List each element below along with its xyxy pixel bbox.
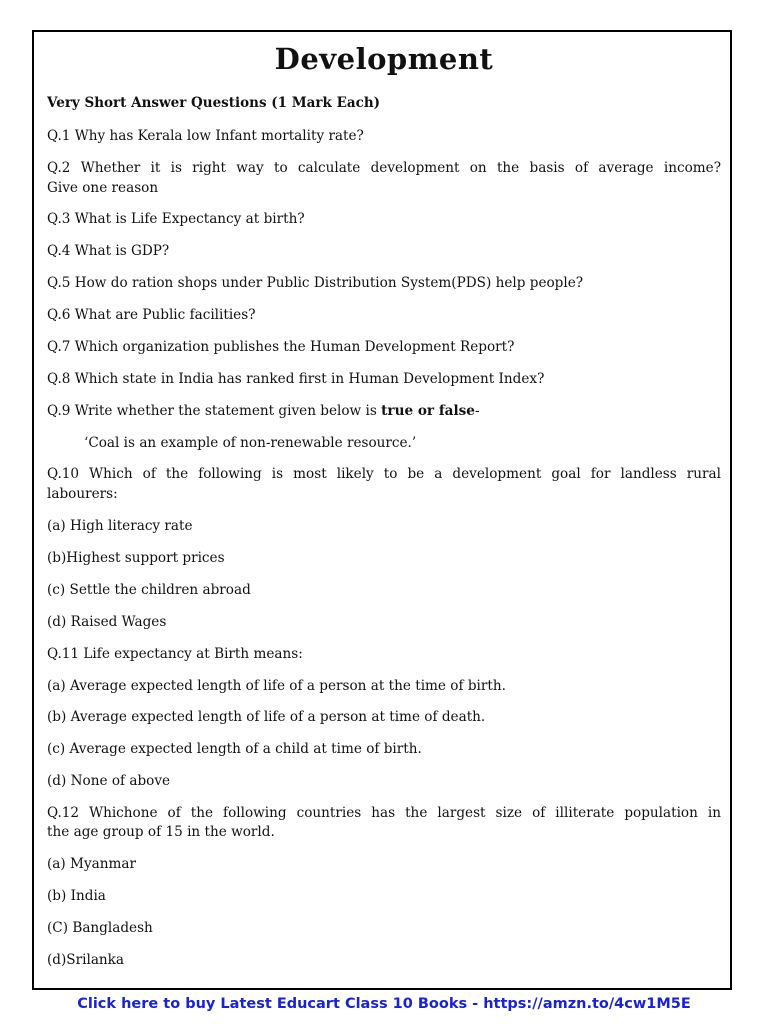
question-2-line-1: Q.2 Whether it is right way to calculate development on the basis of average income? bbox=[47, 160, 721, 176]
question-12-option-d: (d)Srilanka bbox=[47, 952, 125, 968]
section-heading: Very Short Answer Questions (1 Mark Each) bbox=[47, 95, 381, 111]
question-10-option-c: (c) Settle the children abroad bbox=[47, 582, 251, 598]
question-11-option-d: (d) None of above bbox=[47, 773, 171, 789]
question-9 bbox=[47, 401, 721, 421]
question-12-line-2: the age group of 15 in the world. bbox=[47, 824, 275, 840]
page-title: Development bbox=[274, 42, 494, 76]
question-2-line-2: Give one reason bbox=[47, 180, 159, 196]
question-12-option-c: (C) Bangladesh bbox=[47, 920, 153, 936]
question-10-line-2: labourers: bbox=[47, 486, 118, 502]
question-10-line-1: Q.10 Which of the following is most likely to be a development goal for landless rural bbox=[47, 466, 721, 482]
question-11: Q.11 Life expectancy at Birth means: bbox=[47, 646, 303, 662]
question-10-option-b: (b)Highest support prices bbox=[47, 550, 225, 566]
question-6: Q.6 What are Public facilities? bbox=[47, 307, 256, 323]
question-7: Q.7 Which organization publishes the Human Development Report? bbox=[47, 339, 515, 355]
question-9-emphasis: true or false bbox=[381, 403, 475, 419]
question-10-option-d: (d) Raised Wages bbox=[47, 614, 167, 630]
question-12-option-b: (b) India bbox=[47, 888, 106, 904]
question-12-line-1: Q.12 Whichone of the following countries has the largest size of illiterate population in bbox=[47, 805, 721, 821]
question-4: Q.4 What is GDP? bbox=[47, 243, 170, 259]
question-11-option-c: (c) Average expected length of a child at time of birth. bbox=[47, 741, 422, 757]
question-1: Q.1 Why has Kerala low Infant mortality rate? bbox=[47, 128, 364, 144]
question-9-dash: - bbox=[474, 403, 480, 419]
question-12-option-a: (a) Myanmar bbox=[47, 856, 136, 872]
question-11-option-a: (a) Average expected length of life of a person at the time of birth. bbox=[47, 678, 506, 694]
question-9-text: Q.9 Write whether the statement given below is bbox=[47, 403, 382, 419]
question-11-option-b: (b) Average expected length of life of a person at time of death. bbox=[47, 709, 486, 725]
question-5: Q.5 How do ration shops under Public Distribution System(PDS) help people? bbox=[47, 275, 584, 291]
buy-books-link[interactable]: Click here to buy Latest Educart Class 10 Books - https://amzn.to/4cw1M5E bbox=[77, 996, 691, 1012]
question-9-statement: ‘Coal is an example of non-renewable resource.’ bbox=[84, 435, 417, 451]
question-3: Q.3 What is Life Expectancy at birth? bbox=[47, 211, 305, 227]
question-10-option-a: (a) High literacy rate bbox=[47, 518, 193, 534]
question-8: Q.8 Which state in India has ranked first in Human Development Index? bbox=[47, 371, 545, 387]
